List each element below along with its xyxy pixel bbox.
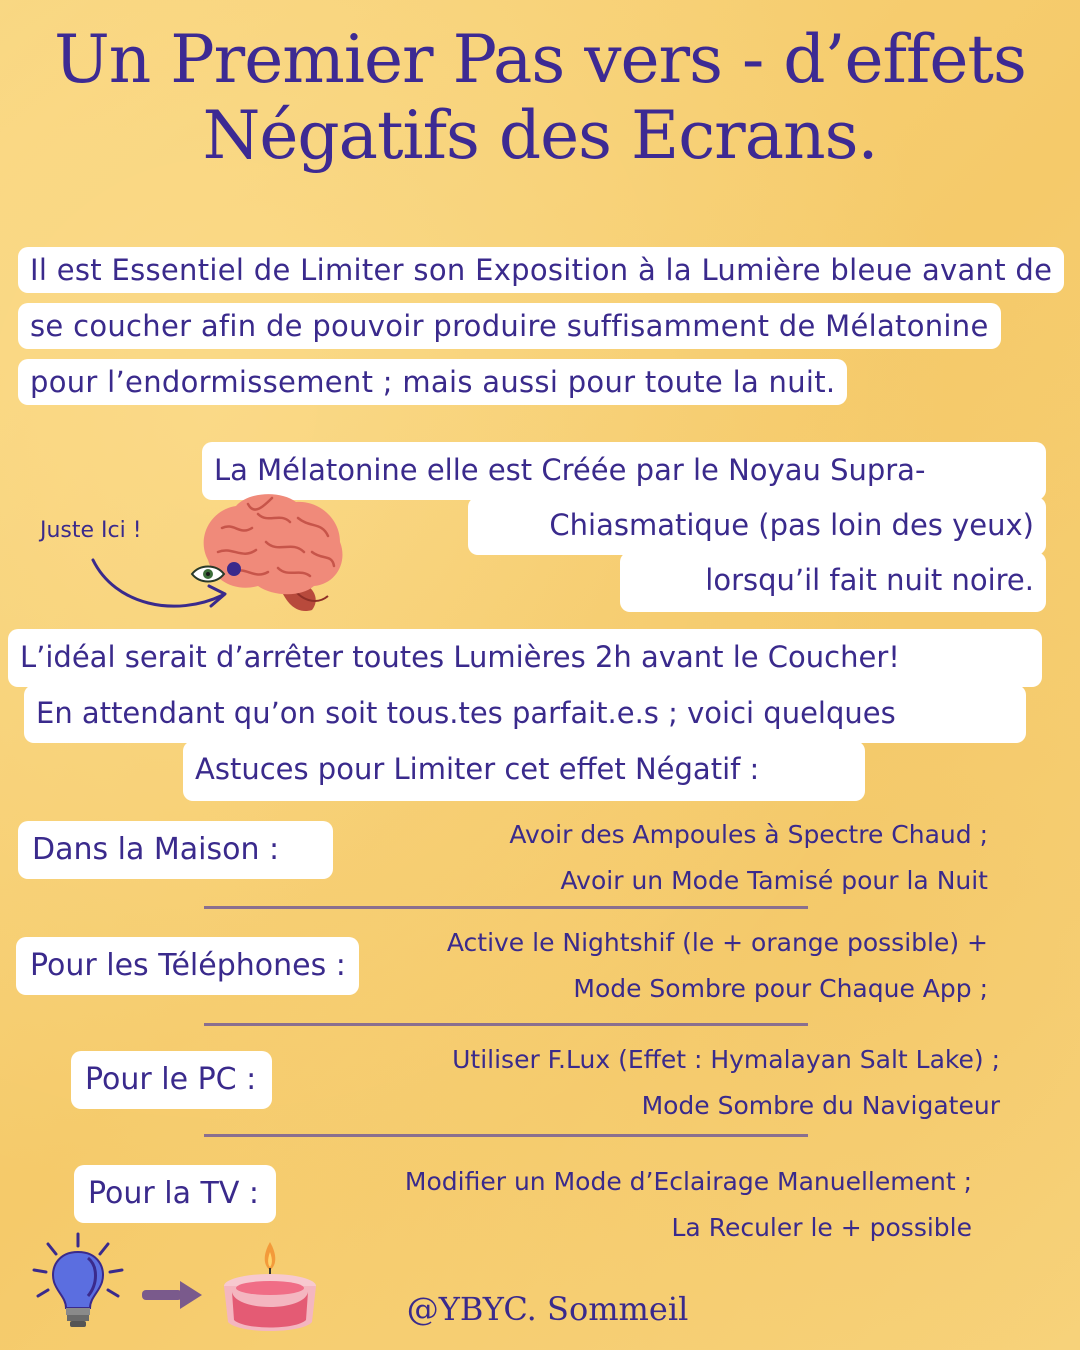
pointer-label: Juste Ici !: [40, 518, 142, 543]
ideal-line-2: En attendant qu’on soit tous.tes parfait.e.s ; voici quelques: [24, 685, 1026, 743]
tip-text-pc: [452, 1037, 1000, 1129]
title-line-2: Négatifs des Ecrans.: [202, 97, 878, 174]
separator: [204, 1134, 808, 1137]
ideal-line-3: Astuces pour Limiter cet effet Négatif :: [183, 741, 865, 801]
author-handle: @YBYC. Sommeil: [406, 1290, 689, 1328]
tip-text-telephones: [447, 920, 988, 1012]
tip-line: Avoir un Mode Tamisé pour la Nuit: [560, 866, 988, 895]
title-line-1: Un Premier Pas vers - d’effets: [54, 21, 1026, 98]
eye-icon: [190, 562, 230, 586]
tip-label-pc: Pour le PC :: [71, 1051, 272, 1109]
tip-line: Modifier un Mode d’Eclairage Manuellement ;: [404, 1167, 972, 1196]
tip-line: La Reculer le + possible: [671, 1213, 972, 1242]
tip-label-maison: Dans la Maison :: [18, 821, 333, 879]
tip-label-telephones: Pour les Téléphones :: [16, 937, 359, 995]
melatonin-line-1: La Mélatonine elle est Créée par le Noyau Supra-: [202, 442, 1046, 500]
tip-line: Utiliser F.Lux (Effet : Hymalayan Salt Lake) ;: [452, 1045, 1000, 1074]
location-marker: [227, 562, 241, 576]
separator: [204, 906, 808, 909]
page-title: [0, 22, 1080, 174]
separator: [204, 1023, 808, 1026]
melatonin-line-3: lorsqu’il fait nuit noire.: [620, 552, 1046, 612]
brain-icon: [188, 488, 353, 623]
tip-text-tv: [405, 1159, 972, 1251]
intro-paragraph: [18, 242, 1063, 410]
tip-text-maison: [509, 812, 988, 904]
ideal-line-1: L’idéal serait d’arrêter toutes Lumières 2h avant le Coucher!: [8, 629, 1042, 687]
intro-text: Il est Essentiel de Limiter son Exposition à la Lumière bleue avant de se coucher afin de pouvoir produire suffisamment de Mélatonine pour l’endormissement ; mais aussi pour toute la nuit.: [18, 247, 1064, 405]
tip-label-tv: Pour la TV :: [74, 1165, 276, 1223]
tip-line: Avoir des Ampoules à Spectre Chaud ;: [509, 820, 988, 849]
tip-line: Mode Sombre du Navigateur: [641, 1091, 1000, 1120]
melatonin-line-2: Chiasmatique (pas loin des yeux): [468, 497, 1046, 555]
tip-line: Mode Sombre pour Chaque App ;: [573, 974, 988, 1003]
tip-line: Active le Nightshif (le + orange possible) +: [446, 928, 988, 957]
